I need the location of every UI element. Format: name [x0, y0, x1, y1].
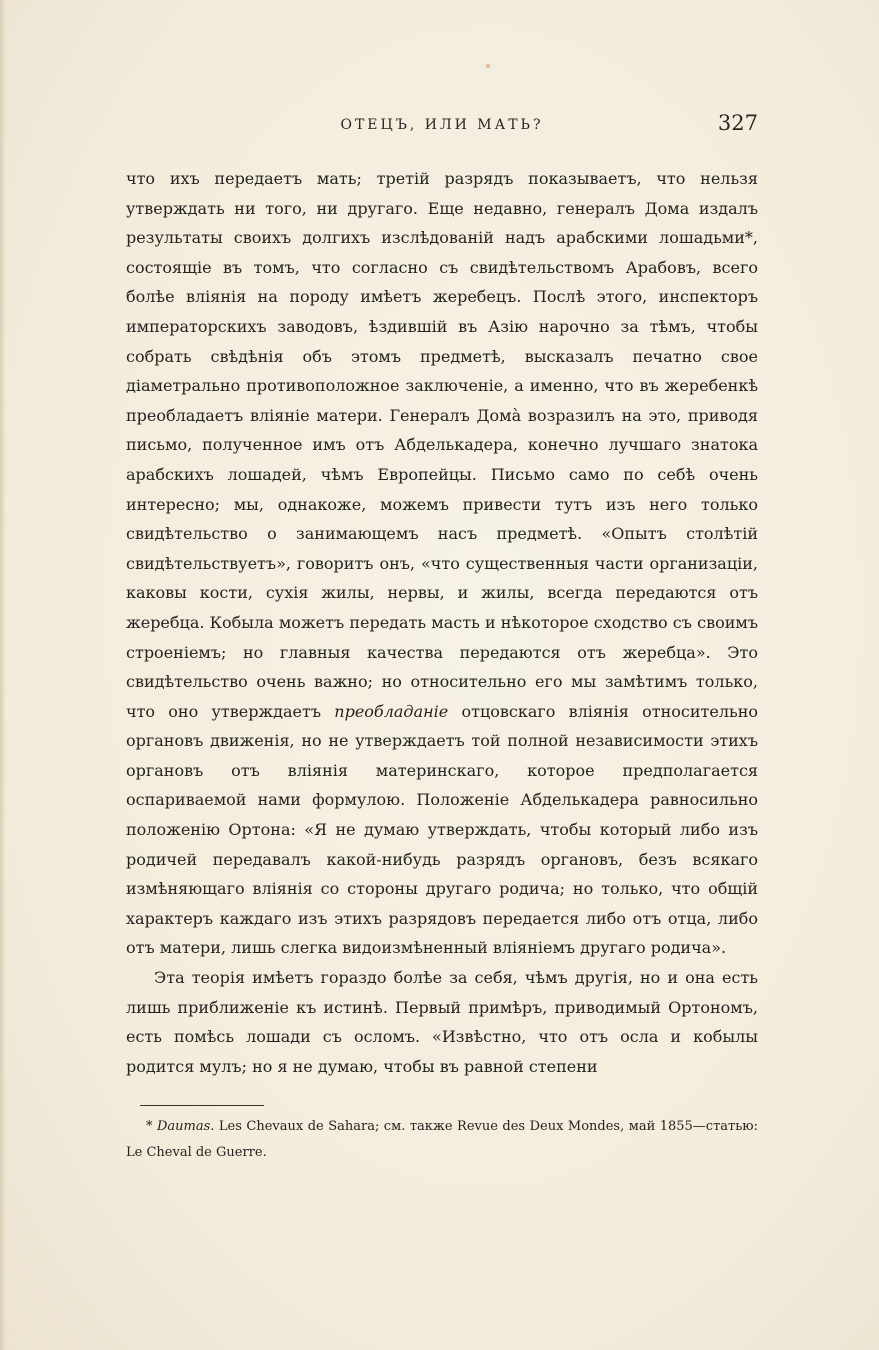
page-header	[126, 111, 758, 145]
footnote	[126, 1114, 758, 1166]
footnote-author: * Daumas.	[146, 1119, 215, 1134]
running-title: ОТЕЦЪ, ИЛИ МАТЬ?	[340, 117, 544, 133]
paragraph-1	[126, 164, 758, 963]
page-gutter-shadow	[0, 0, 6, 1350]
page-number: 327	[717, 111, 758, 135]
main-text	[126, 164, 758, 1081]
footnote-body: Les Chevaux de Sahara; см. также Revue des Deux Mondes, май 1855—статью: Le Cheval de Guerre.	[126, 1119, 759, 1160]
ink-speck	[486, 64, 490, 68]
footnote-text	[126, 1114, 758, 1166]
paragraph-1-text-a: что ихъ передаетъ мать; третій разрядъ показываетъ, что нельзя утверждать ни того, ни другаго. Еще недавно, генералъ Дома издалъ результаты своихъ долгихъ изслѣдованій надъ арабскими лошадьми*, состоящіе въ томъ, что согласно съ свидѣтельствомъ Арабовъ, всего болѣе вліянія на породу имѣетъ жеребецъ. Послѣ этого, инспекторъ императорскихъ заводовъ, ѣздившій въ Азію нарочно за тѣмъ, чтобы собрать свѣдѣнія объ этомъ предметѣ, высказалъ печатно свое діаметрально противоположное заключеніе, а именно, что въ жеребенкѣ преобладаетъ вліяніе матери. Генералъ Дома̀ возразилъ на это, приводя письмо, полученное имъ отъ Абделькадера, конечно лучшаго знатока арабскихъ лошадей, чѣмъ Европейцы. Письмо само по себѣ очень интересно; мы, однакоже, можемъ привести тутъ изъ него только свидѣтельство о занимающемъ насъ предметѣ. «Опытъ столѣтій свидѣтельствуетъ», говоритъ онъ, «что существенныя части организаціи, каковы кости, сухія жилы, нервы, и жилы, всегда передаются отъ жеребца. Кобыла можетъ передать масть и нѣкоторое сходство съ своимъ строеніемъ; но главныя качества передаются отъ жеребца». Это свидѣтельство очень важно; но относительно его мы замѣтимъ только, что оно утверждаетъ	[126, 169, 758, 721]
paragraph-1-text-b: отцовскаго вліянія относительно органовъ движенія, но не утверждаетъ той полной независимости этихъ органовъ отъ вліянія материнскаго, которое предполагается оспариваемой нами формулою. Положеніе Абделькадера равносильно положенію Ортона: «Я не думаю утверждать, чтобы который либо изъ родичей передавалъ какой-нибудь разрядъ органовъ, безъ всякаго измѣняющаго вліянія со стороны другаго родича; но только, что общій характеръ каждаго изъ этихъ разрядовъ передается либо отъ отца, либо отъ матери, лишь слегка видоизмѣненный вліяніемъ другаго родича».	[126, 701, 759, 958]
footnote-divider	[140, 1105, 264, 1106]
paragraph-2: Эта теорія имѣетъ гораздо болѣе за себя, чѣмъ другія, но и она есть лишь приближеніе къ истинѣ. Первый примѣръ, приводимый Ортономъ, есть помѣсь лошади съ осломъ. «Извѣстно, что отъ осла и кобылы родится мулъ; но я не думаю, чтобы въ равной степени	[126, 968, 758, 1076]
emphasized-word: преобладаніе	[334, 701, 449, 721]
